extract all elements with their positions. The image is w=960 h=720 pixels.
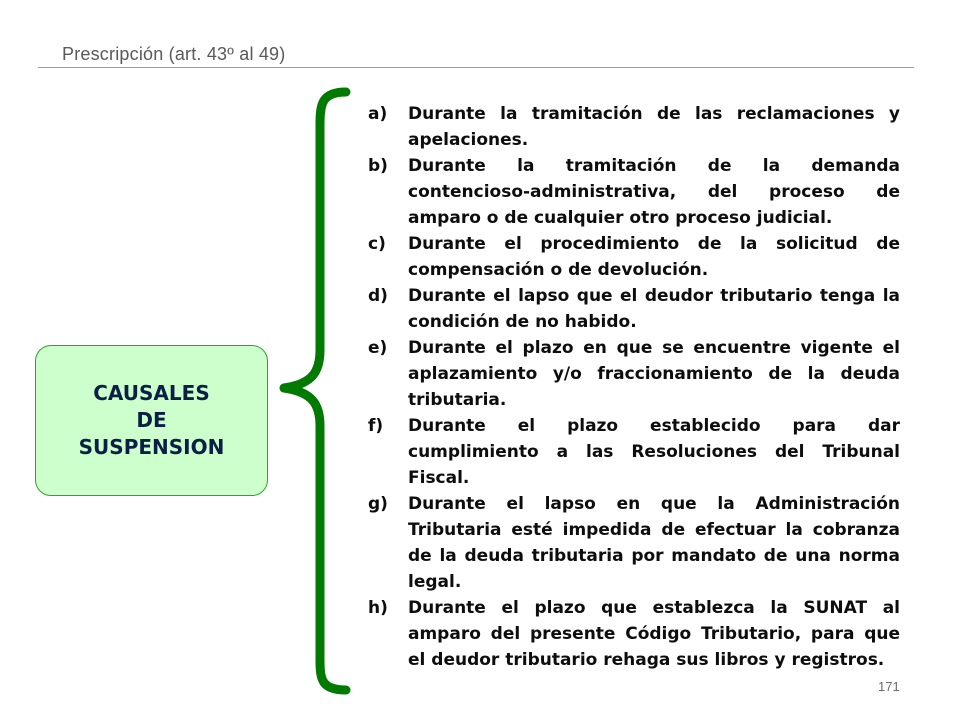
list-item-marker: f) [368, 416, 384, 436]
list-item-c [368, 231, 900, 283]
list-item-f [368, 413, 900, 491]
list-item-a [368, 101, 900, 153]
causales-box-line-1: CAUSALES [93, 381, 210, 405]
list-item-text: Durante la tramitación de la demanda contencioso-administrativa, del proceso de amparo o de cualquier otro proceso judicial. [408, 156, 900, 228]
list-item-marker: d) [368, 286, 388, 306]
list-item-marker: c) [368, 234, 386, 254]
list-item-text: Durante el plazo que establezca la SUNAT al amparo del presente Código Tributario, para que el deudor tributario rehaga sus libros y registros. [408, 598, 900, 670]
list-item-b [368, 153, 900, 231]
list-item-text: Durante el lapso en que la Administración Tributaria esté impedida de efectuar la cobranza de la deuda tributaria por mandato de una norma legal. [408, 494, 900, 592]
list-item-h [368, 595, 900, 673]
list-item-marker: h) [368, 598, 388, 618]
list-item-g [368, 491, 900, 595]
list-item-e [368, 335, 900, 413]
header-title: Prescripción (art. 43º al 49) [62, 44, 286, 64]
list-item-text: Durante la tramitación de las reclamaciones y apelaciones. [408, 104, 900, 150]
list-item-text: Durante el plazo en que se encuentre vigente el aplazamiento y/o fraccionamiento de la deuda tributaria. [408, 338, 900, 410]
list-item-text: Durante el plazo establecido para dar cumplimiento a las Resoluciones del Tribunal Fiscal. [408, 416, 900, 488]
page-number: 171 [878, 679, 900, 694]
causales-list [368, 101, 900, 673]
list-item-text: Durante el procedimiento de la solicitud de compensación o de devolución. [408, 234, 900, 280]
list-item-d [368, 283, 900, 335]
list-item-marker: e) [368, 338, 388, 358]
causales-box-line-2: DE [136, 408, 167, 432]
causales-box-line-3: SUSPENSION [78, 435, 225, 459]
list-item-marker: g) [368, 494, 388, 514]
list-item-marker: b) [368, 156, 388, 176]
list-item-text: Durante el lapso que el deudor tributario tenga la condición de no habido. [408, 286, 900, 332]
list-item-marker: a) [368, 104, 388, 124]
